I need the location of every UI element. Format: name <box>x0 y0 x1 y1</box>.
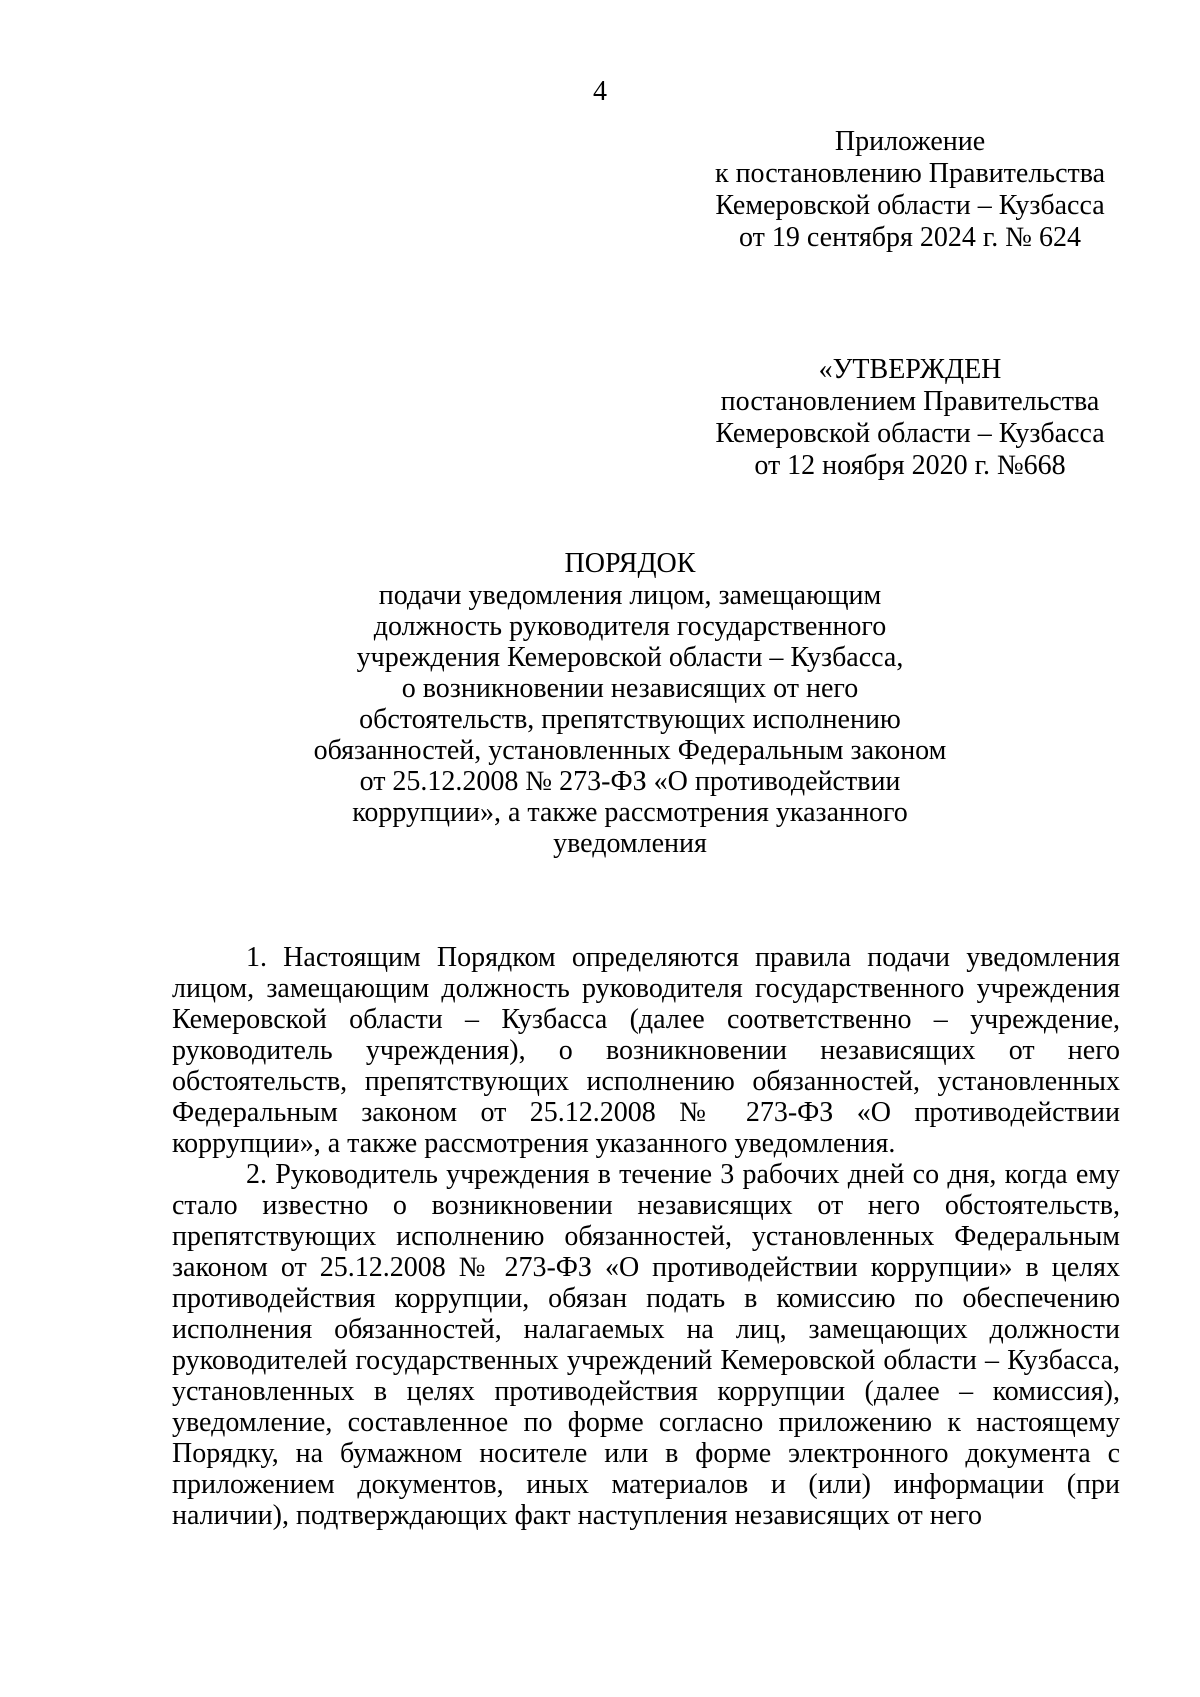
title-line: обязанностей, установленных Федеральным законом <box>313 735 947 766</box>
page-number: 4 <box>593 76 607 107</box>
annex-stamp-line: Кемеровской области – Кузбасса <box>715 190 1105 221</box>
title-line: от 25.12.2008 № 273-ФЗ «О противодействии <box>359 766 901 797</box>
paragraph-1: 1. Настоящим Порядком определяются правила подачи уведомления лицом, замещающим должность руководителя государственного учреждения Кемеровской области – Кузбасса (далее соответственно – учреждение, руководитель учреждения), о возникновении независящих от него обстоятельств, препятствующих исполнению обязанностей, установленных Федеральным законом от 25.12.2008 № 273-ФЗ «О противодействии коррупции», а также рассмотрения указанного уведомления. <box>172 942 1120 1159</box>
annex-stamp-line: к постановлению Правительства <box>714 158 1106 189</box>
document-title <box>250 548 1010 859</box>
approved-stamp-line: от 12 ноября 2020 г. №668 <box>754 450 1066 481</box>
approved-stamp-line: Кемеровской области – Кузбасса <box>715 418 1105 449</box>
title-line: подачи уведомления лицом, замещающим <box>378 580 882 611</box>
approved-stamp <box>700 354 1120 482</box>
title-line: о возникновении независящих от него <box>401 673 859 704</box>
annex-stamp-line: от 19 сентября 2024 г. № 624 <box>739 222 1081 253</box>
title-line: должность руководителя государственного <box>373 611 887 642</box>
title-line: учреждения Кемеровской области – Кузбасса, <box>356 642 904 673</box>
document-body <box>172 942 1120 1531</box>
paragraph-2: 2. Руководитель учреждения в течение 3 рабочих дней со дня, когда ему стало известно о возникновении независящих от него обстоятельств, препятствующих исполнению обязанностей, установленных Федеральным законом от 25.12.2008 № 273-ФЗ «О противодействии коррупции» в целях противодействия коррупции, обязан подать в комиссию по обеспечению исполнения обязанностей, налагаемых на лиц, замещающих должности руководителей государственных учреждений Кемеровской области – Кузбасса, установленных в целях противодействия коррупции (далее – комиссия), уведомление, составленное по форме согласно приложению к настоящему Порядку, на бумажном носителе или в форме электронного документа с приложением документов, иных материалов и (или) информации (при наличии), подтверждающих факт наступления независящих от него <box>172 1159 1120 1531</box>
title-line: уведомления <box>553 828 707 859</box>
title-line: обстоятельств, препятствующих исполнению <box>359 704 901 735</box>
approved-stamp-line: постановлением Правительства <box>720 386 1100 417</box>
title-heading: ПОРЯДОК <box>564 548 696 579</box>
annex-stamp-line: Приложение <box>834 126 986 157</box>
title-line: коррупции», а также рассмотрения указанного <box>352 797 908 828</box>
approved-stamp-line: «УТВЕРЖДЕН <box>818 354 1002 385</box>
annex-stamp <box>700 126 1120 254</box>
